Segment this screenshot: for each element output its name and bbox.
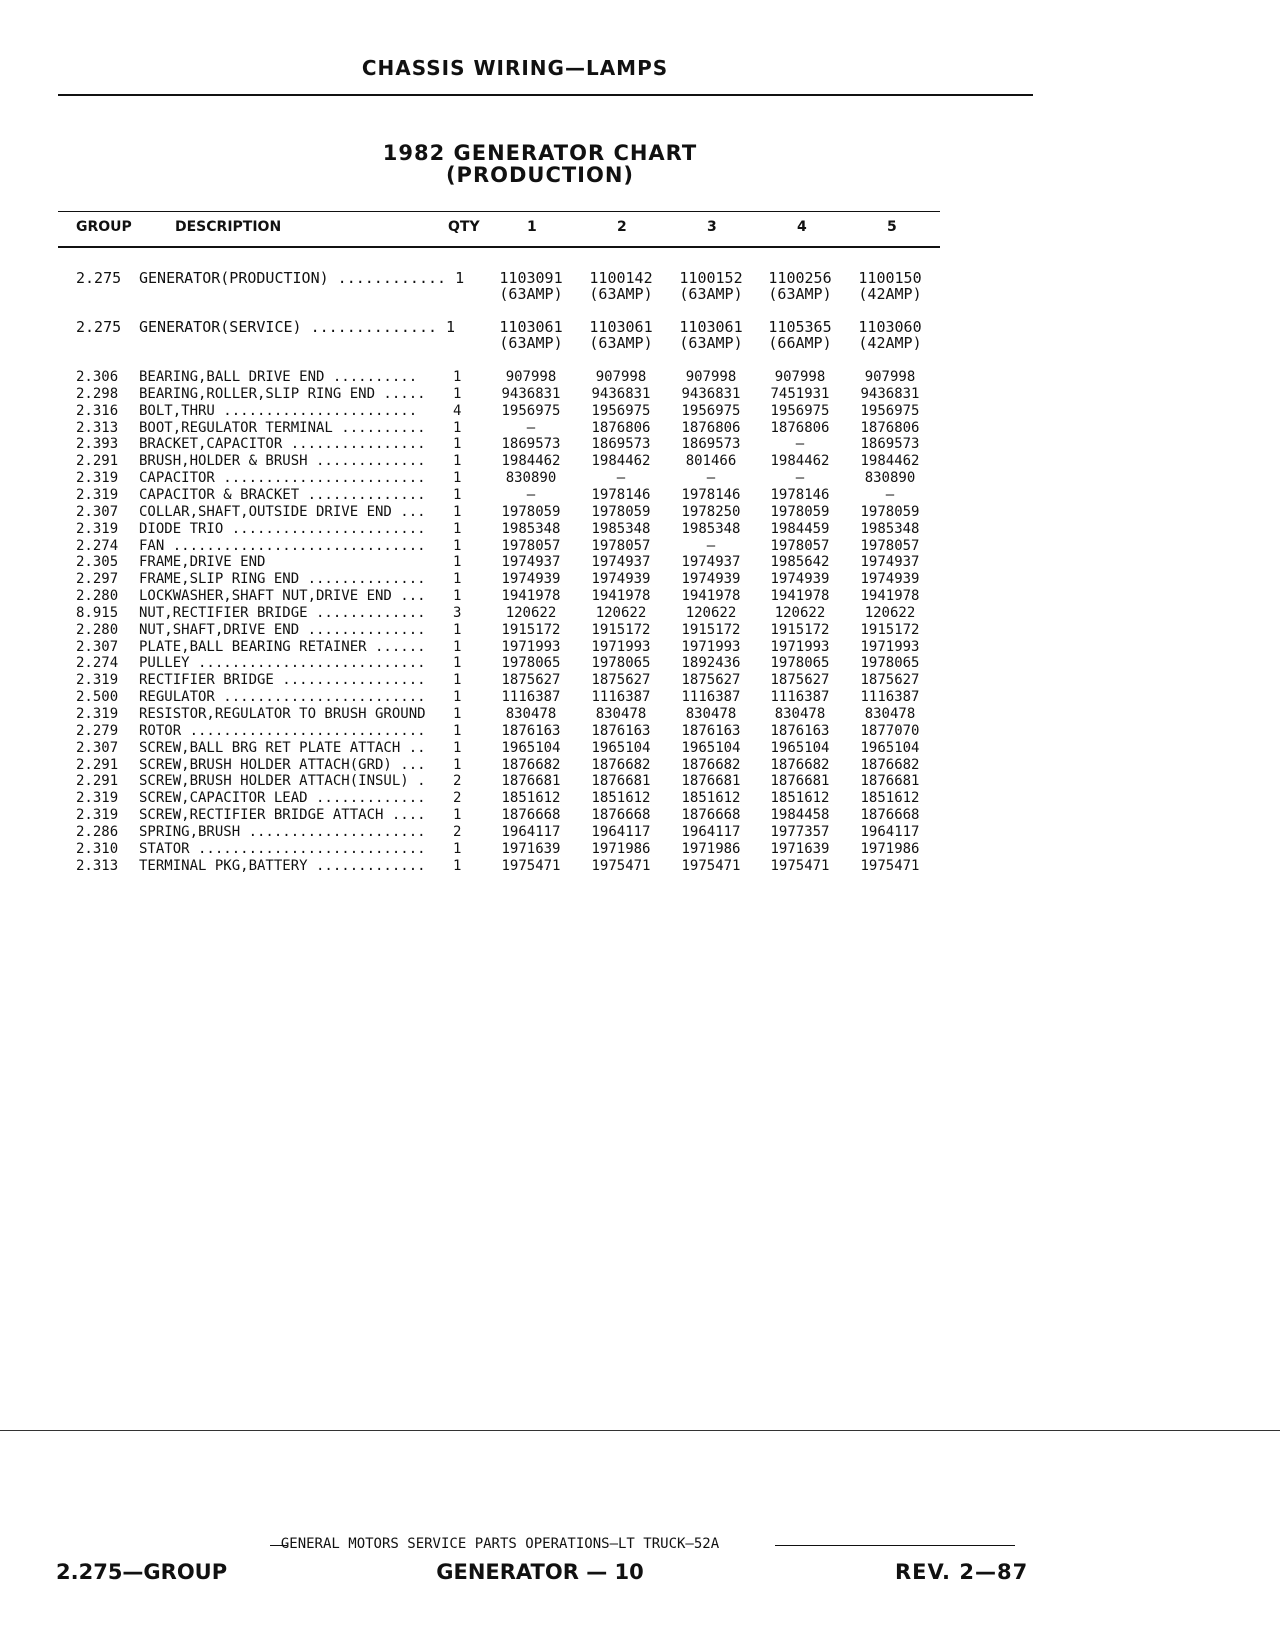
table-header-rule [58,246,940,248]
row-group: 2.279 [76,722,119,739]
row-group: 2.291 [76,773,119,790]
row-group: 2.313 [76,419,119,436]
row-qty: 1 [453,672,462,689]
row-group: 2.286 [76,823,119,840]
row-part-number: 1971639 [501,840,561,857]
row-qty: 1 [453,503,462,520]
amperage-value: (63AMP) [768,285,832,303]
row-part-number: 120622 [864,604,916,621]
row-part-number: 907998 [505,369,557,385]
row-part-number: 1876682 [681,756,741,773]
row-qty: 2 [453,773,462,790]
row-part-number: — [795,470,805,487]
row-description: NUT,RECTIFIER BRIDGE ............. [139,604,426,621]
row-part-number: 1956975 [770,402,830,419]
amperage-value: (63AMP) [679,334,743,352]
row-description: PLATE,BALL BEARING RETAINER ...... [139,638,426,655]
row-part-number: 1915172 [501,621,561,638]
row-group: 2.307 [76,739,119,756]
row-part-number: 1985348 [860,520,920,537]
column-header-1: 1 [527,219,537,235]
row-part-number: 1915172 [860,621,920,638]
row-part-number: 1876806 [591,419,651,436]
row-qty: 2 [453,823,462,840]
row-part-number: 1956975 [681,402,741,419]
row-description: BRUSH,HOLDER & BRUSH ............. [139,453,426,470]
row-part-number: 1875627 [681,672,741,689]
row-group: 2.291 [76,453,119,470]
row-description: GENERATOR(PRODUCTION) ............ 1 [139,269,465,287]
row-part-number: 1978059 [501,503,561,520]
row-part-number: 120622 [685,604,737,621]
row-qty: 1 [453,857,462,874]
row-part-number: 1103091 [499,269,563,287]
chart-title-line2: (PRODUCTION) [445,163,635,187]
row-part-number: 1116387 [501,689,561,706]
row-description: FAN .............................. [139,537,426,554]
row-part-number: 1915172 [681,621,741,638]
row-part-number: 1975471 [501,857,561,874]
row-part-number: 1974937 [681,554,741,571]
row-qty: 1 [453,739,462,756]
row-description: SPRING,BRUSH ..................... [139,823,426,840]
row-part-number: 830478 [505,706,557,722]
row-part-number: 1876163 [770,722,830,739]
row-qty: 1 [453,554,462,571]
row-part-number: 1105365 [768,318,832,336]
row-part-number: 1876681 [501,773,561,790]
row-description: GENERATOR(SERVICE) .............. 1 [139,318,456,336]
row-description: NUT,SHAFT,DRIVE END .............. [139,621,426,638]
row-part-number: 1876682 [501,756,561,773]
row-part-number: 1971993 [770,638,830,655]
row-group: 2.319 [76,672,119,689]
row-description: RECTIFIER BRIDGE ................. [139,672,426,689]
row-description: TERMINAL PKG,BATTERY ............. [139,857,426,874]
row-group: 2.274 [76,655,119,672]
row-part-number: 1975471 [860,857,920,874]
row-part-number: 1876682 [860,756,920,773]
row-part-number: 830478 [685,706,737,722]
row-part-number: 830478 [595,706,647,722]
row-part-number: 1985348 [501,520,561,537]
column-header-description: DESCRIPTION [175,219,282,235]
row-part-number: 1985642 [770,554,830,571]
row-part-number: 1984462 [770,453,830,470]
row-part-number: 1876163 [591,722,651,739]
row-part-number: 1964117 [860,823,920,840]
row-part-number: — [706,537,716,554]
row-part-number: 1971993 [681,638,741,655]
row-group: 2.500 [76,689,119,706]
row-part-number: 1103061 [499,318,563,336]
row-part-number: 1941978 [501,588,561,605]
row-qty: 1 [453,436,462,453]
row-part-number: 1985348 [591,520,651,537]
row-part-number: 1977357 [770,823,830,840]
row-qty: 1 [453,588,462,605]
row-qty: 1 [453,486,462,503]
row-qty: 1 [453,722,462,739]
row-part-number: 1116387 [770,689,830,706]
amperage-value: (63AMP) [679,285,743,303]
row-part-number: 1915172 [770,621,830,638]
row-part-number: 1876681 [770,773,830,790]
chart-title [0,142,1080,186]
row-description: PULLEY ........................... [139,655,426,672]
row-qty: 1 [453,369,462,385]
row-part-number: 907998 [864,369,916,385]
row-description: CAPACITOR & BRACKET .............. [139,486,426,503]
row-part-number: 1875627 [770,672,830,689]
row-part-number: 1851612 [681,790,741,807]
row-part-number: 1876682 [770,756,830,773]
row-part-number: 907998 [685,369,737,385]
column-header-group: GROUP [76,219,132,235]
row-part-number: 1915172 [591,621,651,638]
row-part-number: 9436831 [501,385,561,402]
row-part-number: 801466 [685,453,737,470]
row-part-number: 1978146 [770,486,830,503]
row-part-number: — [526,486,536,503]
row-part-number: 1978059 [591,503,651,520]
row-group: 2.310 [76,840,119,857]
amperage-value: (63AMP) [499,285,563,303]
row-group: 2.307 [76,638,119,655]
row-part-number: 1978065 [501,655,561,672]
row-part-number: 1875627 [860,672,920,689]
row-description: STATOR ........................... [139,840,426,857]
row-description: SCREW,CAPACITOR LEAD ............. [139,790,426,807]
row-part-number: 1941978 [681,588,741,605]
row-part-number: 1978059 [860,503,920,520]
row-part-number: 1974937 [591,554,651,571]
row-part-number: 1984458 [770,807,830,824]
row-part-number: 830890 [864,470,916,487]
row-part-number: 1974937 [501,554,561,571]
amperage-value: (63AMP) [499,334,563,352]
row-part-number: 1965104 [770,739,830,756]
row-qty: 1 [453,571,462,588]
row-part-number: 1975471 [681,857,741,874]
row-group: 2.319 [76,470,119,487]
row-part-number: — [885,486,895,503]
amperage-value: (42AMP) [858,285,922,303]
row-part-number: 1974937 [860,554,920,571]
row-part-number: 1875627 [501,672,561,689]
row-part-number: 1974939 [860,571,920,588]
row-part-number: 1116387 [591,689,651,706]
row-description: DIODE TRIO ....................... [139,520,426,537]
row-part-number: 1984459 [770,520,830,537]
row-description: FRAME,SLIP RING END .............. [139,571,426,588]
row-description: SCREW,BRUSH HOLDER ATTACH(GRD) ... [139,756,426,773]
column-header-2: 2 [617,219,627,235]
table-top-rule [58,211,940,212]
row-part-number: 1978065 [770,655,830,672]
row-part-number: 1100150 [858,269,922,287]
amperage-value: (63AMP) [589,285,653,303]
row-part-number: — [795,436,805,453]
row-group: 2.393 [76,436,119,453]
row-description: BOLT,THRU ....................... [139,402,418,419]
row-part-number: 830890 [505,470,557,487]
row-part-number: 1869573 [681,436,741,453]
row-description: RESISTOR,REGULATOR TO BRUSH GROUND [139,706,426,722]
row-group: 2.319 [76,807,119,824]
row-part-number: 1877070 [860,722,920,739]
row-part-number: 1851612 [591,790,651,807]
row-part-number: 1964117 [501,823,561,840]
row-group: 2.316 [76,402,119,419]
row-group: 2.280 [76,588,119,605]
column-header-4: 4 [797,219,807,235]
column-header-qty: QTY [448,219,480,235]
row-part-number: 1116387 [860,689,920,706]
row-part-number: 1971639 [770,840,830,857]
amperage-value: (42AMP) [858,334,922,352]
row-group: 2.319 [76,486,119,503]
row-part-number: 1978146 [591,486,651,503]
row-part-number: 1876806 [681,419,741,436]
row-part-number: 1876668 [591,807,651,824]
row-part-number: 830478 [864,706,916,722]
footer-publisher: GENERAL MOTORS SERVICE PARTS OPERATIONS—LT TRUCK—52A [280,1536,720,1552]
row-part-number: 1974939 [770,571,830,588]
row-qty: 1 [453,621,462,638]
row-qty: 1 [453,470,462,487]
row-part-number: 1965104 [501,739,561,756]
footer-revision: REV. 2—87 [895,1560,1029,1584]
row-part-number: — [706,470,716,487]
row-part-number: 1876163 [501,722,561,739]
row-description: LOCKWASHER,SHAFT NUT,DRIVE END ... [139,588,426,605]
row-part-number: 907998 [595,369,647,385]
row-part-number: 1978146 [681,486,741,503]
row-group: 2.291 [76,756,119,773]
row-part-number: 1892436 [681,655,741,672]
row-group: 2.319 [76,520,119,537]
row-description: REGULATOR ........................ [139,689,426,706]
row-part-number: 1965104 [591,739,651,756]
row-qty: 1 [453,385,462,402]
row-group: 2.274 [76,537,119,554]
row-group: 2.297 [76,571,119,588]
row-description: COLLAR,SHAFT,OUTSIDE DRIVE END ... [139,503,426,520]
row-part-number: 1971986 [681,840,741,857]
row-group: 2.305 [76,554,119,571]
row-part-number: 1103061 [589,318,653,336]
row-description: SCREW,BRUSH HOLDER ATTACH(INSUL) . [139,773,426,790]
row-part-number: 120622 [774,604,826,621]
page-bottom-rule [0,1430,1280,1431]
row-part-number: 1984462 [591,453,651,470]
row-part-number: 1978065 [591,655,651,672]
row-part-number: 9436831 [860,385,920,402]
row-description: BRACKET,CAPACITOR ................ [139,436,426,453]
row-description: SCREW,RECTIFIER BRIDGE ATTACH .... [139,807,426,824]
row-part-number: 1978057 [501,537,561,554]
row-part-number: 1941978 [770,588,830,605]
row-part-number: 1965104 [681,739,741,756]
row-qty: 1 [453,537,462,554]
row-part-number: 1978057 [591,537,651,554]
row-part-number: 1974939 [501,571,561,588]
row-part-number: 1956975 [860,402,920,419]
row-description: SCREW,BALL BRG RET PLATE ATTACH .. [139,739,426,756]
row-part-number: 1965104 [860,739,920,756]
row-part-number: 1103060 [858,318,922,336]
row-part-number: 1984462 [501,453,561,470]
row-qty: 1 [453,840,462,857]
row-part-number: 1876806 [860,419,920,436]
row-part-number: 1876668 [681,807,741,824]
row-group: 2.306 [76,369,119,385]
row-part-number: 1876668 [860,807,920,824]
row-part-number: 1975471 [591,857,651,874]
amperage-value: (66AMP) [768,334,832,352]
row-qty: 1 [453,520,462,537]
row-part-number: 1869573 [591,436,651,453]
row-part-number: 1956975 [501,402,561,419]
row-part-number: 1875627 [591,672,651,689]
row-part-number: 120622 [505,604,557,621]
row-description: BEARING,ROLLER,SLIP RING END ..... [139,385,426,402]
row-part-number: 1876681 [860,773,920,790]
row-part-number: 1956975 [591,402,651,419]
row-description: CAPACITOR ........................ [139,470,426,487]
header-rule [58,94,1033,96]
row-description: BOOT,REGULATOR TERMINAL .......... [139,419,426,436]
row-part-number: 1103061 [679,318,743,336]
row-part-number: 1964117 [681,823,741,840]
row-part-number: 1971993 [501,638,561,655]
row-description: FRAME,DRIVE END [139,554,266,571]
row-part-number: 1100256 [768,269,832,287]
row-part-number: 1971993 [591,638,651,655]
row-qty: 3 [453,604,462,621]
row-qty: 1 [453,706,462,722]
row-part-number: 1876681 [591,773,651,790]
row-part-number: 1851612 [770,790,830,807]
row-qty: 2 [453,790,462,807]
row-part-number: — [616,470,626,487]
chart-title-line1: 1982 GENERATOR CHART [382,141,698,165]
row-group: 2.307 [76,503,119,520]
row-part-number: 1941978 [860,588,920,605]
row-part-number: 1100142 [589,269,653,287]
row-part-number: 830478 [774,706,826,722]
row-part-number: 120622 [595,604,647,621]
row-part-number: 1984462 [860,453,920,470]
row-part-number: 1100152 [679,269,743,287]
row-part-number: 1975471 [770,857,830,874]
row-part-number: 1971993 [860,638,920,655]
row-part-number: 1876668 [501,807,561,824]
row-part-number: 9436831 [681,385,741,402]
row-group: 2.275 [76,269,122,287]
row-group: 8.915 [76,604,119,621]
row-part-number: 1964117 [591,823,651,840]
row-part-number: 907998 [774,369,826,385]
row-part-number: 1869573 [860,436,920,453]
row-part-number: 1971986 [591,840,651,857]
row-part-number: 1971986 [860,840,920,857]
row-qty: 1 [453,655,462,672]
row-part-number: — [526,419,536,436]
row-part-number: 1869573 [501,436,561,453]
row-group: 2.298 [76,385,119,402]
row-part-number: 1941978 [591,588,651,605]
column-header-3: 3 [707,219,717,235]
row-group: 2.280 [76,621,119,638]
footer-group: 2.275—GROUP [56,1560,228,1584]
row-part-number: 9436831 [591,385,651,402]
footer-section: GENERATOR — 10 [436,1560,644,1584]
row-description: BEARING,BALL DRIVE END .......... [139,369,418,385]
row-part-number: 1974939 [591,571,651,588]
row-qty: 1 [453,689,462,706]
row-part-number: 1876806 [770,419,830,436]
row-description: ROTOR ............................ [139,722,426,739]
row-part-number: 1978059 [770,503,830,520]
row-part-number: 7451931 [770,385,830,402]
row-qty: 1 [453,807,462,824]
row-part-number: 1876681 [681,773,741,790]
row-part-number: 1974939 [681,571,741,588]
row-part-number: 1116387 [681,689,741,706]
row-part-number: 1978057 [770,537,830,554]
row-part-number: 1978057 [860,537,920,554]
row-part-number: 1978250 [681,503,741,520]
row-part-number: 1876682 [591,756,651,773]
row-qty: 1 [453,756,462,773]
row-group: 2.275 [76,318,122,336]
amperage-value: (63AMP) [589,334,653,352]
row-group: 2.313 [76,857,119,874]
row-group: 2.319 [76,790,119,807]
row-part-number: 1978065 [860,655,920,672]
row-part-number: 1985348 [681,520,741,537]
column-header-5: 5 [887,219,897,235]
row-qty: 1 [453,638,462,655]
row-qty: 1 [453,453,462,470]
row-part-number: 1876163 [681,722,741,739]
row-part-number: 1851612 [501,790,561,807]
row-qty: 4 [453,402,462,419]
page-header-title: CHASSIS WIRING—LAMPS [361,56,669,80]
row-group: 2.319 [76,706,119,722]
row-part-number: 1851612 [860,790,920,807]
row-qty: 1 [453,419,462,436]
